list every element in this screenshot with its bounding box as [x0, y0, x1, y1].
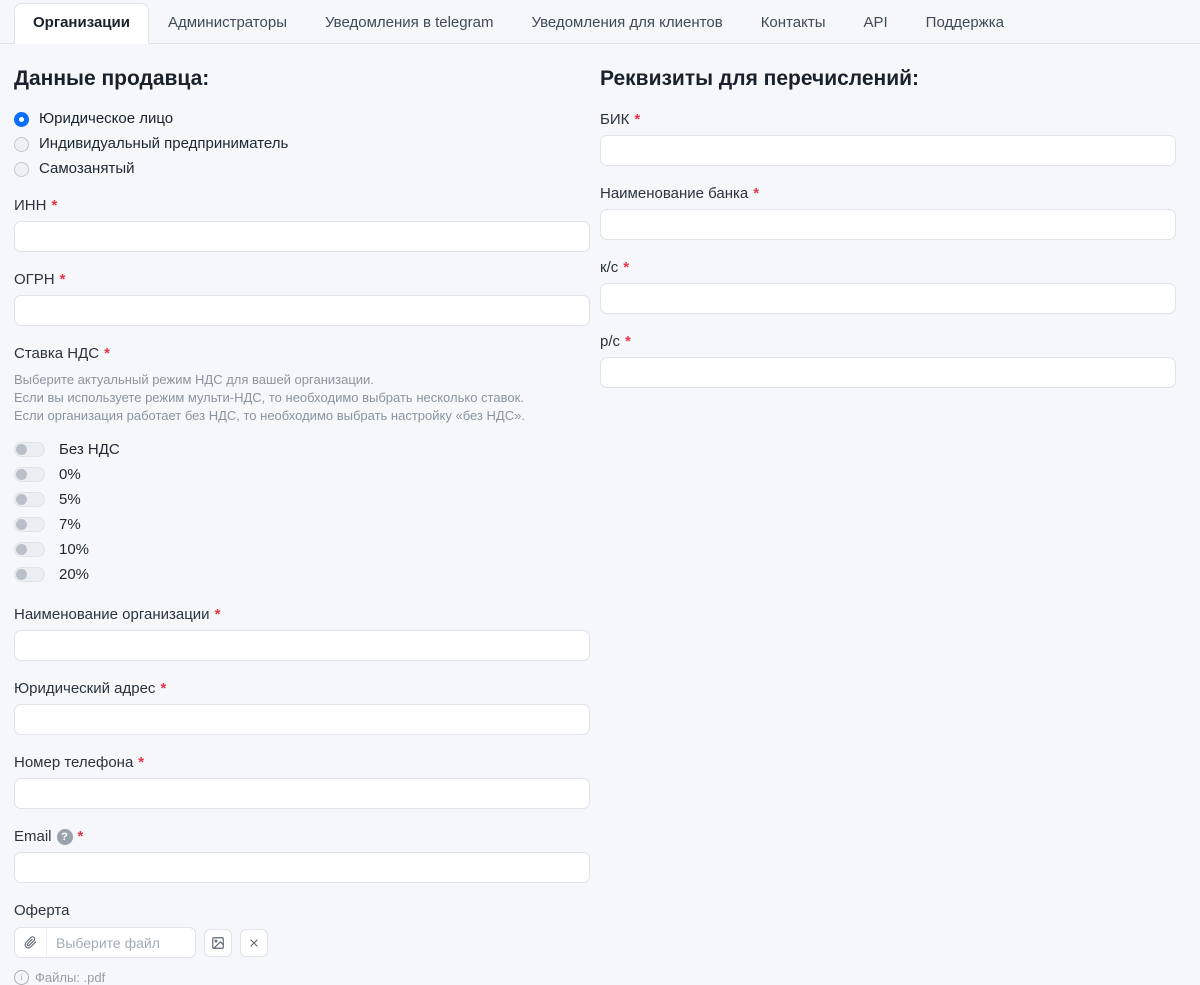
toggle-label: Без НДС — [59, 440, 120, 458]
offer-label — [14, 901, 590, 920]
tab-bar — [0, 0, 1200, 44]
rs-input[interactable] — [600, 357, 1176, 388]
toggle-icon — [14, 517, 45, 532]
inn-label-text: ИНН — [14, 197, 47, 214]
phone-label — [14, 753, 590, 772]
radio-label: Самозанятый — [39, 160, 135, 177]
field-nds-rate — [14, 344, 590, 587]
offer-files-note-text: Файлы: .pdf — [35, 970, 106, 985]
nds-hint-line-1: Выберите актуальный режим НДС для вашей организации. — [14, 372, 374, 387]
field-ogrn — [14, 270, 590, 326]
bank-name-input[interactable] — [600, 209, 1176, 240]
nds-hint-line-2: Если вы используете режим мульти-НДС, то необходимо выбрать несколько ставок. — [14, 390, 524, 405]
tab-administrators[interactable] — [149, 3, 306, 44]
nds-label-text: Ставка НДС — [14, 345, 100, 362]
offer-file-placeholder: Выберите файл — [56, 934, 160, 951]
bik-label — [600, 110, 1188, 129]
radio-self-employed[interactable] — [14, 160, 590, 178]
page-content — [0, 44, 1200, 985]
email-label-text: Email — [14, 828, 52, 845]
tab-label: Контакты — [760, 14, 826, 31]
radio-icon — [14, 162, 29, 177]
radio-icon — [14, 137, 29, 152]
ogrn-label-text: ОГРН — [14, 271, 55, 288]
tab-contacts[interactable] — [742, 3, 845, 44]
field-email — [14, 827, 590, 883]
rs-label-text: р/с — [600, 333, 621, 350]
field-correspondent-account — [600, 258, 1188, 314]
toggle-icon — [14, 492, 45, 507]
seller-data-column — [0, 44, 600, 985]
tab-label: Поддержка — [925, 14, 1004, 31]
org-name-label — [14, 605, 590, 624]
field-bank-name — [600, 184, 1188, 240]
ogrn-label — [14, 270, 590, 289]
toggle-label: 0% — [59, 465, 81, 483]
tab-client-notifications[interactable] — [512, 3, 741, 44]
nds-toggle-0[interactable] — [14, 462, 590, 487]
help-icon[interactable]: ? — [57, 829, 73, 845]
email-input[interactable] — [14, 852, 590, 883]
toggle-label: 10% — [59, 540, 90, 558]
field-bik — [600, 110, 1188, 166]
ogrn-input[interactable] — [14, 295, 590, 326]
org-name-input[interactable] — [14, 630, 590, 661]
required-marker: * — [753, 185, 760, 202]
toggle-icon — [14, 467, 45, 482]
required-marker: * — [77, 828, 84, 845]
offer-label-text: Оферта — [14, 902, 70, 919]
tab-label: Администраторы — [167, 14, 287, 31]
offer-file-row — [14, 927, 590, 958]
offer-files-note — [14, 970, 590, 985]
nds-toggle-10[interactable] — [14, 537, 590, 562]
nds-toggle-list — [14, 437, 590, 587]
required-marker: * — [625, 333, 631, 350]
toggle-icon — [14, 567, 45, 582]
required-marker: * — [634, 111, 641, 128]
field-inn — [14, 196, 590, 252]
toggle-label: 5% — [59, 490, 81, 508]
ks-label-text: к/с — [600, 259, 619, 276]
nds-hint-line-3: Если организация работает без НДС, то необходимо выбрать настройку «без НДС». — [14, 408, 525, 423]
tab-label: Организации — [33, 14, 130, 31]
bank-details-title: Реквизиты для перечислений: — [600, 67, 920, 90]
nds-toggle-no-vat[interactable] — [14, 437, 590, 462]
toggle-icon — [14, 542, 45, 557]
tab-organizations[interactable] — [14, 3, 149, 44]
nds-label — [14, 344, 590, 363]
nds-toggle-5[interactable] — [14, 487, 590, 512]
inn-label — [14, 196, 590, 215]
ks-label — [600, 258, 1188, 277]
tab-label: Уведомления в telegram — [324, 14, 494, 31]
ks-input[interactable] — [600, 283, 1176, 314]
offer-file-input[interactable] — [14, 927, 196, 958]
bik-label-text: БИК — [600, 111, 630, 128]
field-phone — [14, 753, 590, 809]
radio-label: Юридическое лицо — [39, 110, 174, 127]
field-offer — [14, 901, 590, 985]
image-preview-button[interactable] — [204, 929, 232, 957]
phone-input[interactable] — [14, 778, 590, 809]
radio-icon — [14, 112, 29, 127]
required-marker: * — [51, 197, 58, 214]
required-marker: * — [214, 606, 221, 623]
legal-address-input[interactable] — [14, 704, 590, 735]
bank-name-label — [600, 184, 1188, 203]
clear-file-button[interactable] — [240, 929, 268, 957]
radio-individual-entrepreneur[interactable] — [14, 135, 590, 153]
toggle-icon — [14, 442, 45, 457]
required-marker: * — [623, 259, 630, 276]
toggle-label: 7% — [59, 515, 81, 533]
phone-label-text: Номер телефона — [14, 754, 134, 771]
tab-label: API — [863, 14, 888, 31]
radio-legal-entity[interactable] — [14, 110, 590, 128]
bank-details-column — [600, 44, 1200, 985]
toggle-label: 20% — [59, 565, 90, 583]
seller-type-group — [14, 110, 590, 178]
field-legal-address — [14, 679, 590, 735]
legal-address-label-text: Юридический адрес — [14, 680, 156, 697]
tab-api[interactable] — [844, 3, 906, 44]
required-marker: * — [138, 754, 145, 771]
field-org-name — [14, 605, 590, 661]
seller-data-title: Данные продавца: — [14, 67, 210, 90]
tab-label: Уведомления для клиентов — [531, 14, 723, 31]
inn-input[interactable] — [14, 221, 590, 252]
radio-label: Индивидуальный предприниматель — [39, 135, 289, 152]
tab-support[interactable] — [907, 3, 1023, 44]
rs-label — [600, 332, 1188, 351]
bik-input[interactable] — [600, 135, 1176, 166]
nds-toggle-7[interactable] — [14, 512, 590, 537]
org-name-label-text: Наименование организации — [14, 606, 210, 623]
tab-telegram-notifications[interactable] — [306, 3, 512, 44]
legal-address-label — [14, 679, 590, 698]
nds-toggle-20[interactable] — [14, 562, 590, 587]
required-marker: * — [59, 271, 66, 288]
required-marker: * — [104, 345, 110, 362]
field-settlement-account — [600, 332, 1188, 388]
bank-name-label-text: Наименование банка — [600, 185, 749, 202]
info-icon: i — [14, 970, 29, 985]
required-marker: * — [160, 680, 167, 697]
email-label — [14, 827, 590, 846]
